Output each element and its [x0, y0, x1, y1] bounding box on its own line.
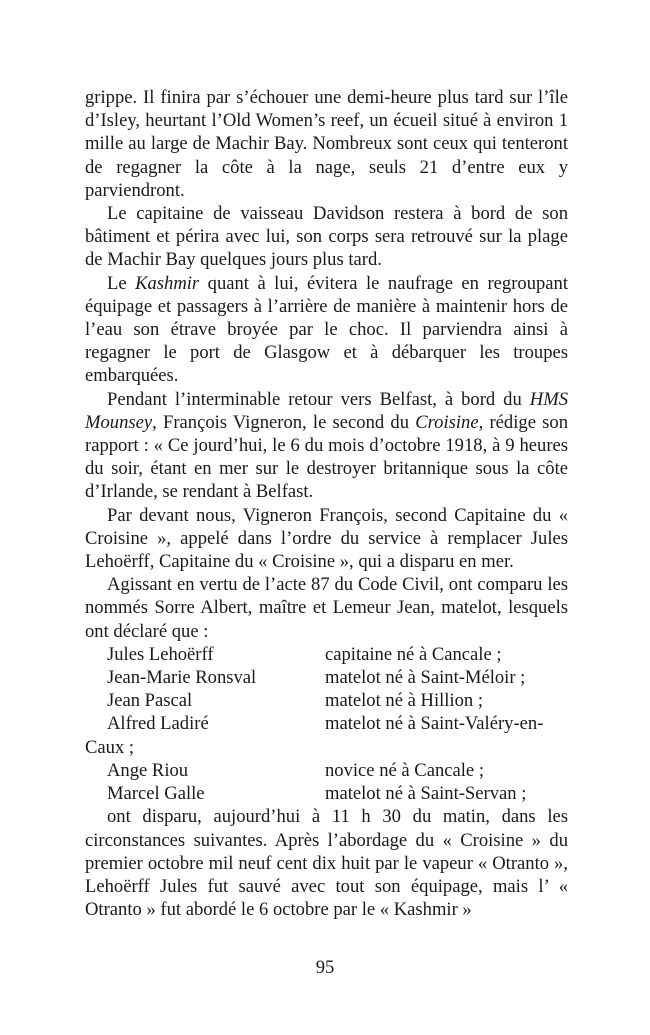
crew-row — [85, 759, 568, 782]
crew-name: Jean Pascal — [107, 690, 193, 712]
paragraph-code-civil: Agissant en vertu de l’acte 87 du Code Civil, ont comparu les nommés Sorre Albert, maître et Lemeur Jean, matelot, lesquels ont déclaré que : — [85, 574, 568, 642]
crew-name: Marcel Galle — [107, 783, 205, 805]
crew-description-continuation: Caux ; — [85, 736, 135, 758]
paragraph-circumstances: ont disparu, aujourd’hui à 11 h 30 du matin, dans les circonstances suivantes. Après l’abordage du « Croisine » du premier octobre mil neuf cent dix huit par le vapeur « Otranto », Lehoërff Jules fut sauvé avec tout son équipage, mais l’ « Otranto » fut abordé le 6 octobre par le « Kashmir » — [85, 806, 568, 921]
crew-row — [85, 689, 568, 712]
ship-name-italic: HMS Mounsey — [85, 388, 568, 433]
crew-description: matelot né à Saint-Méloir ; — [325, 667, 526, 689]
crew-description: matelot né à Hillion ; — [325, 690, 484, 712]
crew-description: matelot né à Saint-Servan ; — [325, 783, 527, 805]
body-text — [85, 86, 568, 921]
paragraph-vigneron: Par devant nous, Vigneron François, second Capitaine du « Croisine », appelé dans l’ordre du service à remplacer Jules Lehoërff, Capitaine du « Croisine », qui a disparu en mer. — [85, 504, 568, 573]
page-number: 95 — [315, 957, 335, 978]
crew-name: Ange Riou — [107, 759, 189, 781]
crew-row — [85, 643, 568, 666]
crew-description: novice né à Cancale ; — [325, 759, 485, 781]
paragraph-return-belfast — [85, 388, 568, 504]
crew-row — [85, 666, 568, 689]
crew-list — [85, 643, 568, 805]
paragraph-continuation: grippe. Il finira par s’échouer une demi-heure plus tard sur l’île d’Isley, heurtant l’Old Women’s reef, un écueil situé à environ 1 mille au large de Machir Bay. Nombreux sont ceux qui tenteront de regagner la côte à la nage, seuls 21 d’entre eux y parviendront. — [85, 87, 568, 201]
text-run: Pendant l’interminable retour vers Belfast, à bord du — [107, 388, 530, 410]
text-run: , François Vigneron, le second du — [152, 411, 416, 433]
text-run: Le — [107, 272, 136, 294]
text-run: , rédige son rapport : « Ce jourd’hui, le 6 du mois d’octobre 1918, à 9 heures du soir, étant en mer sur le destroyer britannique sous la côte d’Irlande, se rendant à Belfast. — [85, 411, 568, 503]
ship-name-italic: Kashmir — [135, 272, 200, 294]
crew-row — [85, 712, 568, 758]
crew-row — [85, 782, 568, 805]
crew-description: matelot né à Saint-Valéry-en- — [325, 713, 544, 735]
ship-name-italic: Croisine — [415, 411, 479, 433]
text-run: quant à lui, évitera le naufrage en regroupant équipage et passagers à l’arrière de manière à maintenir hors de l’eau son étrave broyée par le choc. Il parviendra ainsi à regagner le port de Glasgow et à débarquer les troupes embarquées. — [85, 272, 568, 387]
crew-description: capitaine né à Cancale ; — [325, 643, 502, 665]
paragraph-kashmir — [85, 272, 568, 388]
paragraph-davidson: Le capitaine de vaisseau Davidson restera à bord de son bâtiment et périra avec lui, son corps sera retrouvé sur la plage de Machir Bay quelques jours plus tard. — [85, 203, 568, 271]
crew-name: Jules Lehoërff — [107, 643, 214, 665]
crew-name: Jean-Marie Ronsval — [107, 667, 257, 689]
crew-name: Alfred Ladiré — [107, 713, 209, 735]
